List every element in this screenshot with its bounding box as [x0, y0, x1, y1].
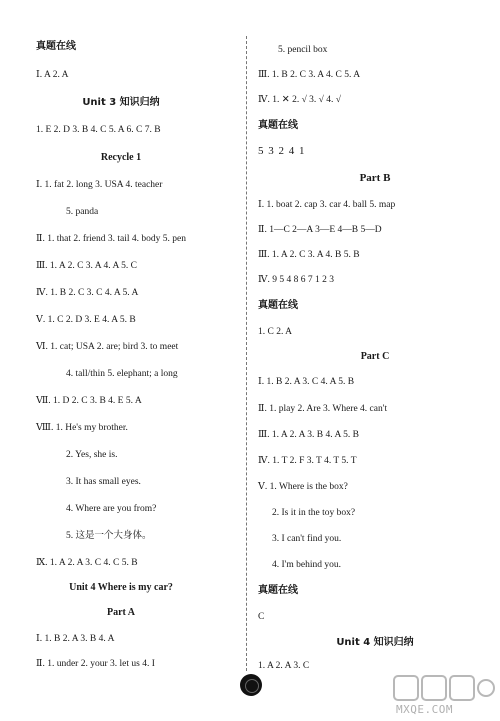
answer-line: Ⅶ. 1. D 2. C 3. B 4. E 5. A: [36, 396, 142, 406]
section-heading: 真题在线: [258, 120, 298, 131]
answer-line: Ⅰ. 1. boat 2. cap 3. car 4. ball 5. map: [258, 200, 396, 210]
answer-line: 1. E 2. D 3. B 4. C 5. A 6. C 7. B: [36, 125, 161, 135]
answer-line: Ⅲ. 1. A 2. A 3. B 4. A 5. B: [258, 430, 360, 440]
answer-line: C: [258, 612, 265, 622]
answer-line: Ⅲ. 1. B 2. C 3. A 4. C 5. A: [258, 70, 361, 80]
answer-line: Ⅸ. 1. A 2. A 3. C 4. C 5. B: [36, 558, 138, 568]
section-heading: 真题在线: [258, 300, 298, 311]
answer-line: Ⅱ. 1. under 2. your 3. let us 4. I: [36, 659, 155, 669]
answer-line: Ⅳ. 1. B 2. C 3. C 4. A 5. A: [36, 288, 139, 298]
answer-line: 3. I can't find you.: [272, 534, 342, 544]
answer-line: Ⅲ. 1. A 2. C 3. A 4. B 5. B: [258, 250, 360, 260]
answer-line: Ⅱ. 1—C 2—A 3—E 4—B 5—D: [258, 225, 382, 235]
answer-line: Ⅰ. A 2. A: [36, 70, 69, 80]
answer-line: Ⅵ. 1. cat; USA 2. are; bird 3. to meet: [36, 342, 179, 352]
answer-line: Ⅰ. 1. B 2. A 3. B 4. A: [36, 634, 115, 644]
answer-line: 2. Yes, she is.: [66, 450, 118, 460]
part-heading: Part B: [359, 172, 391, 184]
part-heading: Part C: [360, 351, 390, 362]
answer-line: Ⅱ. 1. play 2. Are 3. Where 4. can't: [258, 404, 388, 414]
answer-line: Ⅰ. 1. fat 2. long 3. USA 4. teacher: [36, 180, 163, 190]
watermark-logo-icon: [392, 672, 496, 706]
unit-heading: Unit 4 知识归纳: [336, 637, 414, 648]
answer-line: Ⅰ. 1. B 2. A 3. C 4. A 5. B: [258, 377, 355, 387]
answer-line: 5. pencil box: [278, 45, 328, 55]
part-heading: Part A: [106, 607, 136, 618]
answer-line: Ⅳ. 1. ✕ 2. √ 3. √ 4. √: [258, 95, 341, 105]
page-number-icon: [240, 674, 262, 696]
answer-line: 1. A 2. A 3. C: [258, 661, 310, 671]
answer-line: 5. 这是一个大身体。: [66, 531, 152, 541]
watermark-text: MXQE.COM: [396, 703, 453, 716]
section-heading: 真题在线: [258, 585, 298, 596]
answer-line: 4. tall/thin 5. elephant; a long: [66, 369, 178, 379]
section-heading: 真题在线: [36, 41, 76, 52]
answer-line: 2. Is it in the toy box?: [272, 508, 356, 518]
answer-line: 5. panda: [66, 207, 99, 217]
answer-line: Ⅲ. 1. A 2. C 3. A 4. A 5. C: [36, 261, 138, 271]
answer-line: 5 3 2 4 1: [258, 145, 306, 157]
answer-line: Ⅷ. 1. He's my brother.: [36, 423, 128, 433]
answer-line: 1. C 2. A: [258, 327, 293, 337]
watermark: [392, 672, 496, 720]
unit-heading: Unit 3 知识归纳: [82, 97, 160, 108]
answer-line: Ⅴ. 1. C 2. D 3. E 4. A 5. B: [36, 315, 136, 325]
answer-line: Ⅴ. 1. Where is the box?: [258, 482, 348, 492]
part-heading: Recycle 1: [100, 152, 142, 163]
answer-line: Ⅱ. 1. that 2. friend 3. tail 4. body 5. pen: [36, 234, 186, 244]
unit-heading: Unit 4 Where is my car?: [69, 582, 173, 593]
answer-line: 3. It has small eyes.: [66, 477, 141, 487]
answer-line: Ⅳ. 1. T 2. F 3. T 4. T 5. T: [258, 456, 357, 466]
answer-line: 4. Where are you from?: [66, 504, 157, 514]
answer-line: 4. I'm behind you.: [272, 560, 341, 570]
answer-line: Ⅳ. 9 5 4 8 6 7 1 2 3: [258, 275, 334, 285]
column-divider: [246, 36, 247, 671]
